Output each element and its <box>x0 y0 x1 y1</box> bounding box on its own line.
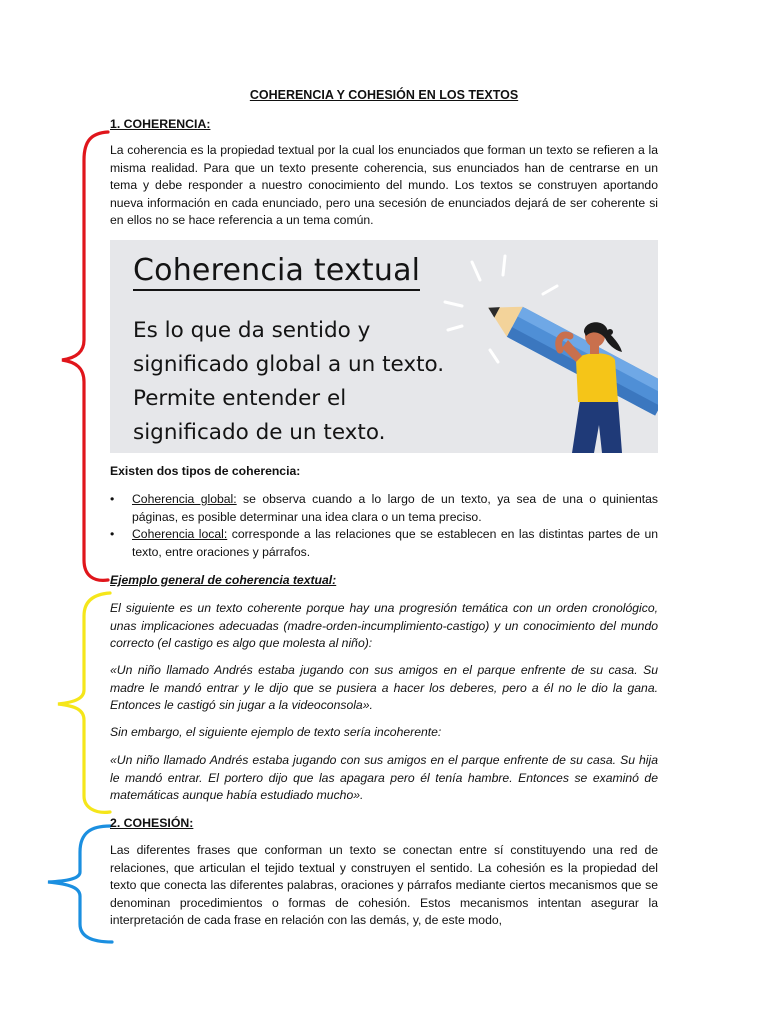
example-quote-1: «Un niño llamado Andrés estaba jugando con sus amigos en el parque enfrente de su casa. Su madre le mandó entrar y le dijo que se pusiera a hacer los deberes, pero a él no le dio la gana. Entonces le castigó sin jugar a la videoconsola». <box>110 663 658 713</box>
pencil-person-illustration <box>110 240 658 453</box>
document-title: COHERENCIA Y COHESIÓN EN LOS TEXTOS <box>249 88 519 102</box>
example-paragraph-2: Sin embargo, el siguiente ejemplo de texto sería incoherente: <box>110 725 442 739</box>
banner-title: Coherencia textual <box>133 253 420 291</box>
section2-heading: 2. COHESIÓN: <box>110 816 194 830</box>
example-heading: Ejemplo general de coherencia textual: <box>110 573 337 587</box>
coherence-types-list <box>110 491 658 561</box>
bullet-icon: • <box>110 527 115 542</box>
bullet-term: Coherencia global: <box>132 492 237 506</box>
list-item <box>110 526 658 561</box>
person-icon <box>559 322 622 453</box>
example-quote-2: «Un niño llamado Andrés estaba jugando con sus amigos en el parque enfrente de su casa. Su hija le mandó entrar. El portero dijo que las apagara pero él tenía hambre. Entonces se examinó de matemáticas aunque había estudiado mucho». <box>110 753 658 803</box>
section1-paragraph: La coherencia es la propiedad textual por la cual los enunciados que forman un texto se refieren a la misma realidad. Para que un texto presente coherencia, sus enunciados han de centrarse en un tema y debe responder a nuestro conocimiento del mundo. Los textos se construyen aportando nueva información en cada enunciado, pero una secesión de enunciados dejará de ser coherente si en ellos no se hace referencia a un tema común. <box>110 143 658 228</box>
list-item <box>110 491 658 526</box>
yellow-bracket <box>58 593 110 812</box>
bullet-icon: • <box>110 492 115 506</box>
bullet-text: corresponde a las relaciones que se establecen en las distintas partes de un texto, entre oraciones y párrafos. <box>132 527 659 559</box>
coherence-types-intro: Existen dos tipos de coherencia: <box>110 464 301 478</box>
bullet-text: se observa cuando a lo largo de un texto, ya sea de una o quinientas páginas, es posible determinar una idea clara o un tema preciso. <box>132 492 658 524</box>
example-paragraph-1: El siguiente es un texto coherente porque hay una progresión temática con un orden cronológico, unas implicaciones adecuadas (madre-orden-incumplimiento-castigo) y un conocimiento del mundo correcto (el castigo es algo que molesta al niño): <box>110 601 658 651</box>
red-bracket <box>62 132 108 580</box>
banner-text: Es lo que da sentido y significado global a un texto. Permite entender el significado de un texto. <box>133 318 445 445</box>
section1-heading: 1. COHERENCIA: <box>110 117 211 131</box>
blue-bracket <box>48 826 112 942</box>
bullet-term: Coherencia local: <box>132 527 228 542</box>
section2-paragraph: Las diferentes frases que conforman un texto se conectan entre sí constituyendo una red de relaciones, que articulan el tejido textual y construyen el sentido. La cohesión es la propiedad del texto que conecta las diferentes palabras, oraciones y párrafos mediante ciertos mecanismos que se denominan procedimientos o formas de cohesión. Estos mecanismos intentan asegurar la interpretación de cada frase en relación con las demás, y, de este modo, <box>110 843 658 928</box>
coherence-banner <box>110 240 658 453</box>
